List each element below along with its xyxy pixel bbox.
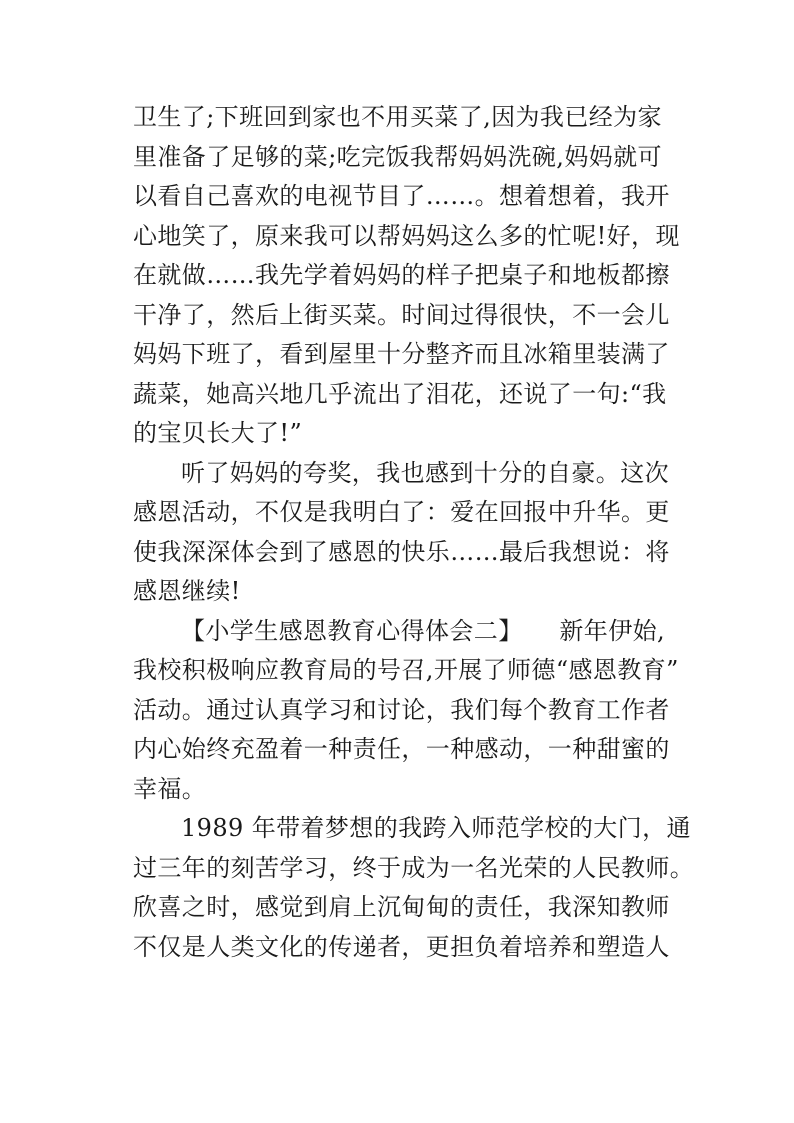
text-line: 心地笑了，原来我可以帮妈妈这么多的忙呢!好，现	[133, 221, 680, 250]
text-line: 的宝贝长大了!”	[133, 419, 303, 447]
text-line: 使我深深体会到了感恩的快乐……最后我想说：将	[133, 537, 670, 566]
text-line: 以看自己喜欢的电视节目了……。想着想着，我开	[133, 182, 670, 210]
text-line: 里准备了足够的菜;吃完饭我帮妈妈洗碗,妈妈就可	[133, 142, 662, 171]
text-line: 我校积极响应教育局的号召,开展了师德“感恩教育”	[133, 656, 679, 684]
text-line: 卫生了;下班回到家也不用买菜了,因为我已经为家	[133, 103, 662, 131]
paragraph-start-line: 听了妈妈的夸奖，我也感到十分的自豪。这次	[181, 458, 669, 487]
text-line: 在就做……我先学着妈妈的样子把桌子和地板都擦	[133, 261, 670, 289]
paragraph-start-line: 1989 年带着梦想的我跨入师范学校的大门，通	[181, 814, 691, 842]
text-line: 感恩活动，不仅是我明白了：爱在回报中升华。更	[133, 498, 670, 526]
text-line: 感恩继续!	[133, 577, 241, 605]
text-line: 幸福。	[133, 774, 207, 803]
text-line: 过三年的刻苦学习，终于成为一名光荣的人民教师。	[133, 853, 695, 882]
text-line: 内心始终充盈着一种责任，一种感动，一种甜蜜的	[133, 735, 670, 763]
text-line: 干净了，然后上街买菜。时间过得很快，不一会儿	[133, 300, 670, 329]
text-line: 活动。通过认真学习和讨论，我们每个教育工作者	[133, 695, 670, 724]
text-line: 欣喜之时，感觉到肩上沉甸甸的责任，我深知教师	[133, 893, 670, 921]
text-line: 蔬菜，她高兴地几乎流出了泪花，还说了一句:“我	[133, 379, 667, 408]
text-line: 不仅是人类文化的传递者，更担负着培养和塑造人	[133, 932, 670, 961]
document-page	[133, 98, 695, 967]
text-line: 妈妈下班了，看到屋里十分整齐而且冰箱里装满了	[133, 340, 670, 368]
section-heading-line: 【小学生感恩教育心得体会二】 新年伊始,	[181, 616, 666, 645]
